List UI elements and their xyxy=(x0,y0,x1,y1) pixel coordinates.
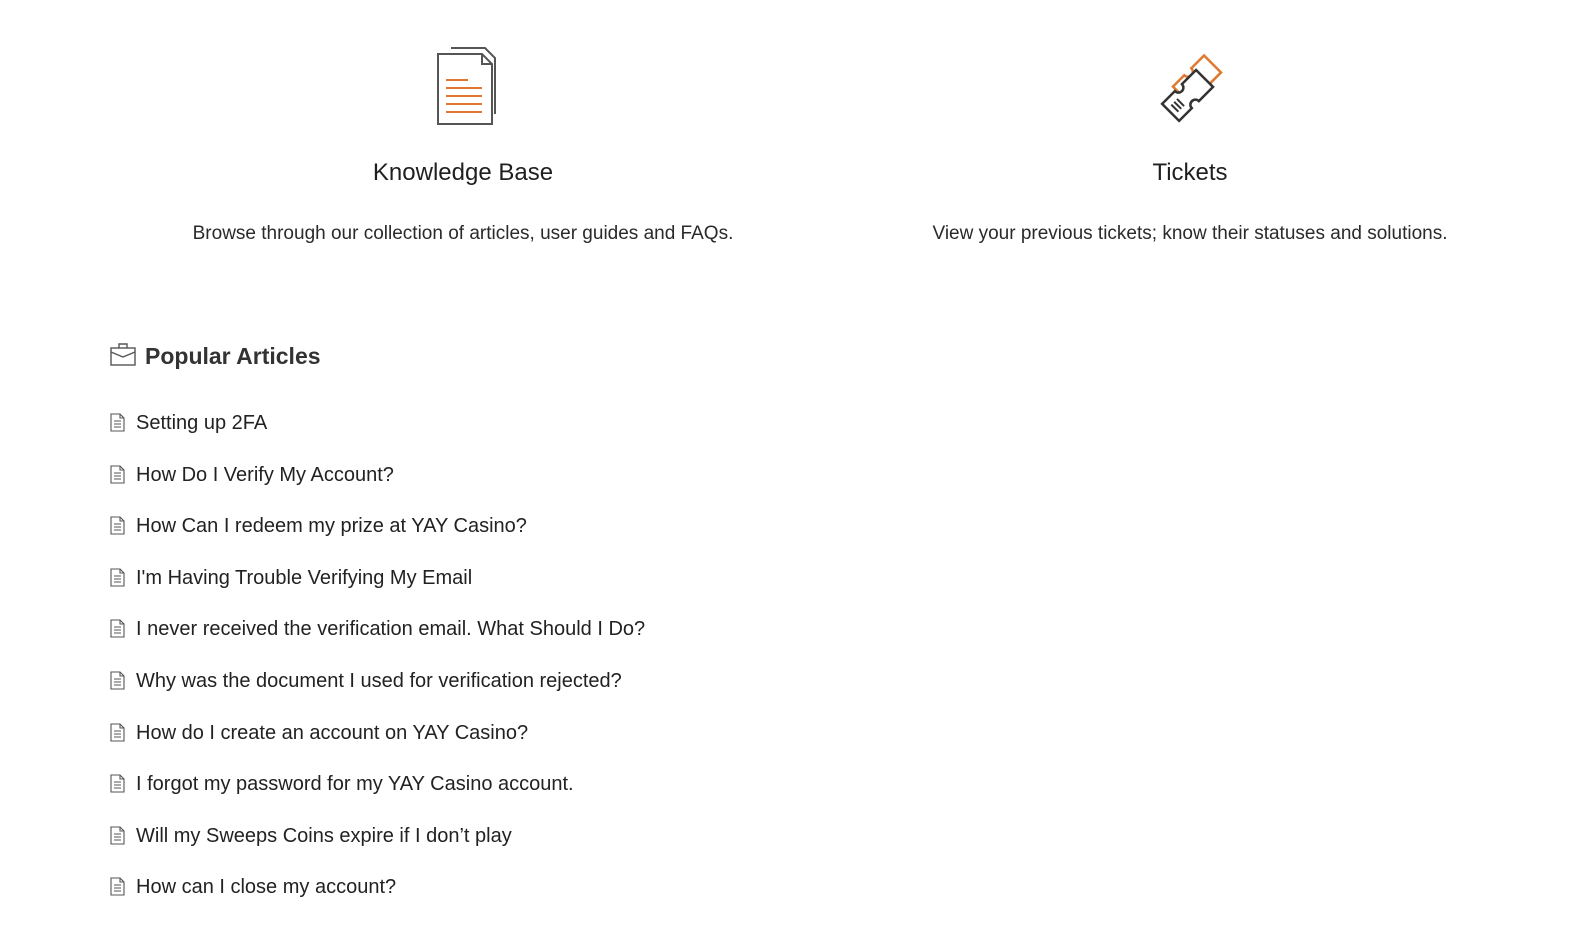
article-document-icon xyxy=(110,413,125,432)
article-link[interactable]: How can I close my account? xyxy=(136,876,397,899)
article-link[interactable]: How Do I Verify My Account? xyxy=(136,463,394,486)
help-center-cards xyxy=(0,0,1580,300)
article-document-icon xyxy=(110,516,125,535)
popular-articles-header xyxy=(110,338,1010,378)
article-link[interactable]: Will my Sweeps Coins expire if I don’t play xyxy=(136,824,512,847)
card-title: Tickets xyxy=(1152,159,1228,186)
article-link[interactable]: How Can I redeem my prize at YAY Casino? xyxy=(136,515,527,538)
article-document-icon xyxy=(110,826,125,845)
card-description: Browse through our collection of articles, user guides and FAQs. xyxy=(192,223,734,244)
article-link[interactable]: I forgot my password for my YAY Casino account. xyxy=(136,773,574,796)
knowledge-base-card[interactable] xyxy=(143,0,783,280)
document-icon xyxy=(418,44,508,134)
article-link[interactable]: How do I create an account on YAY Casino? xyxy=(136,721,529,744)
popular-articles-title: Popular Articles xyxy=(145,343,321,369)
article-document-icon xyxy=(110,877,125,896)
article-link[interactable]: I never received the verification email. What Should I Do? xyxy=(136,618,646,641)
article-document-icon xyxy=(110,568,125,587)
article-document-icon xyxy=(110,671,125,690)
tickets-card[interactable] xyxy=(870,0,1510,280)
article-link[interactable]: Setting up 2FA xyxy=(136,412,268,434)
popular-articles-section xyxy=(110,338,1010,899)
card-description: View your previous tickets; know their statuses and solutions. xyxy=(932,223,1448,244)
article-document-icon xyxy=(110,723,125,742)
article-document-icon xyxy=(110,619,125,638)
article-link[interactable]: Why was the document I used for verification rejected? xyxy=(136,669,622,692)
card-title: Knowledge Base xyxy=(372,159,554,186)
article-document-icon xyxy=(110,774,125,793)
ticket-icon xyxy=(1145,44,1235,134)
briefcase-icon xyxy=(110,341,136,367)
article-link[interactable]: I'm Having Trouble Verifying My Email xyxy=(136,566,473,589)
article-document-icon xyxy=(110,465,125,484)
